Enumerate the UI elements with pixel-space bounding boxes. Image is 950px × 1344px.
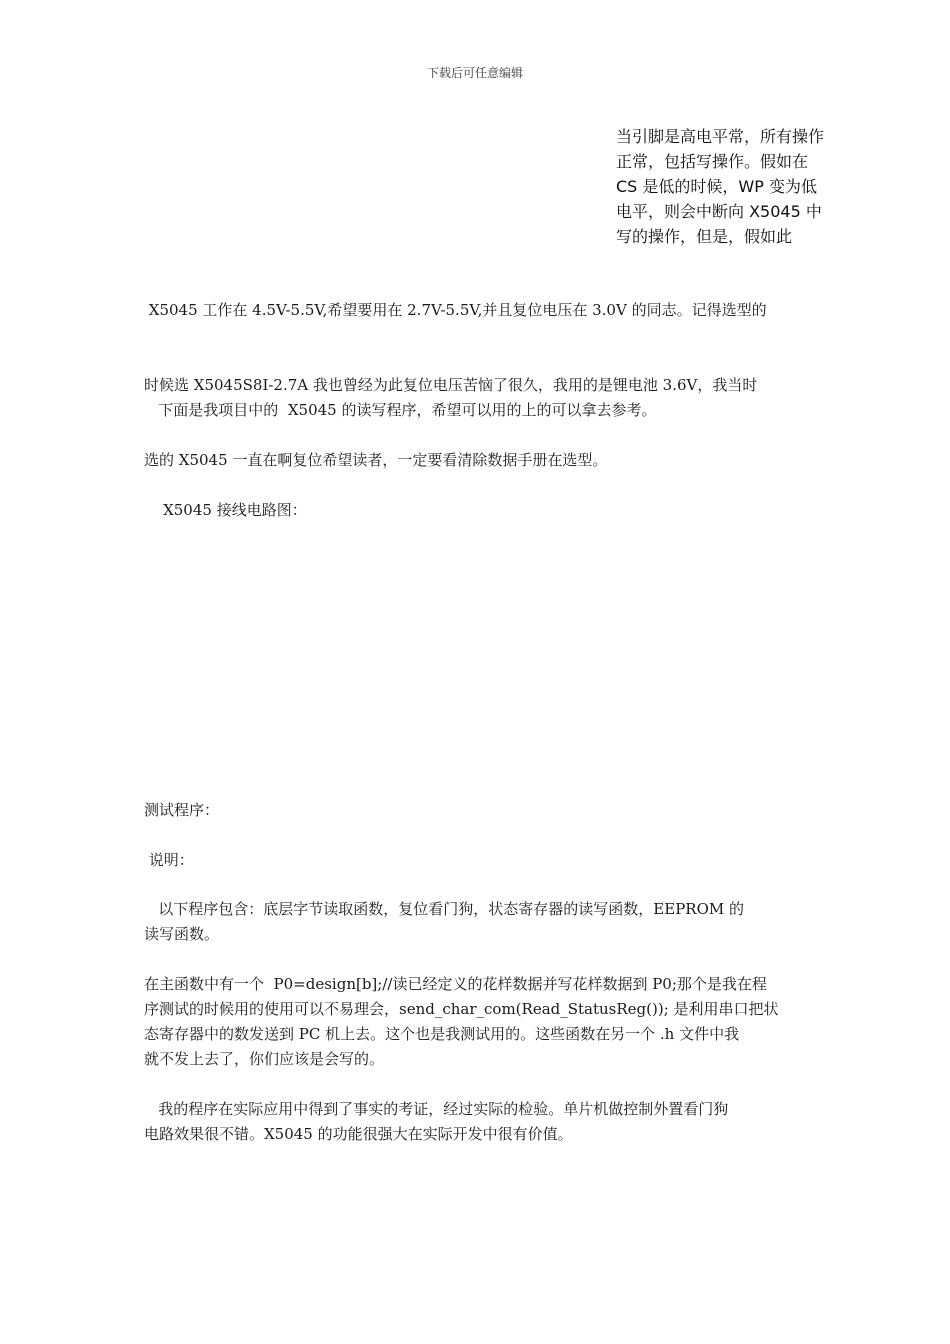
- includes-line: 读写函数。: [144, 925, 220, 943]
- circuit-label: [144, 498, 808, 523]
- main-function-paragraph: [144, 972, 808, 1072]
- voltage-line: 时候选 X5045S8I-2.7A 我也曾经为此复位电压苦恼了很久，我用的是锂电池 3.6V，我当时: [144, 376, 758, 394]
- voltage-paragraph: [144, 248, 808, 498]
- side-note-line: CS 是低的时候，WP 变为低: [616, 177, 817, 196]
- side-note-line: 电平，则会中断向 X5045 中: [616, 202, 822, 221]
- conclusion-paragraph: [144, 1097, 808, 1147]
- intro-line: 下面是我项目中的 X5045 的读写程序，希望可以用的上的可以拿去参考。: [144, 401, 657, 419]
- side-note-line: 写的操作，但是，假如此: [616, 227, 793, 246]
- side-note-line: 正常，包括写操作。假如在: [616, 152, 809, 171]
- conclusion-line: 我的程序在实际应用中得到了事实的考证，经过实际的检验。单片机做控制外置看门狗: [144, 1100, 729, 1118]
- main-function-line: 态寄存器中的数发送到 PC 机上去。这个也是我测试用的。这些函数在另一个 .h 文件中我: [144, 1025, 740, 1043]
- main-function-line: 序测试的时候用的使用可以不易理会，send_char_com(Read_StatusReg()); 是利用串口把状: [144, 1000, 779, 1018]
- includes-line: 以下程序包含：底层字节读取函数，复位看门狗，状态寄存器的读写函数，EEPROM 的: [144, 900, 745, 918]
- intro-paragraph: [144, 398, 808, 423]
- side-note-line: 当引脚是高电平常，所有操作: [616, 127, 825, 146]
- test-program-label: [144, 798, 808, 823]
- voltage-line: X5045 工作在 4.5V-5.5V,希望要用在 2.7V-5.5V,并且复位电压在 3.0V 的同志。记得选型的: [144, 301, 767, 319]
- test-program-label-text: 测试程序：: [144, 801, 220, 819]
- circuit-label-text: X5045 接线电路图：: [144, 501, 307, 519]
- voltage-line: 选的 X5045 一直在啊复位希望读者，一定要看清除数据手册在选型。: [144, 451, 608, 469]
- main-function-line: 在主函数中有一个 P0=design[b];//读已经定义的花样数据并写花样数据到 P0;那个是我在程: [144, 975, 767, 993]
- side-note-textbox: [616, 124, 846, 249]
- page-header: 下载后可任意编辑: [426, 66, 523, 80]
- explain-label: [144, 848, 808, 873]
- main-function-line: 就不发上去了，你们应该是会写的。: [144, 1050, 385, 1068]
- conclusion-line: 电路效果很不错。X5045 的功能很强大在实际开发中很有价值。: [144, 1125, 573, 1143]
- includes-paragraph: [144, 897, 808, 947]
- explain-label-text: 说明：: [144, 851, 194, 869]
